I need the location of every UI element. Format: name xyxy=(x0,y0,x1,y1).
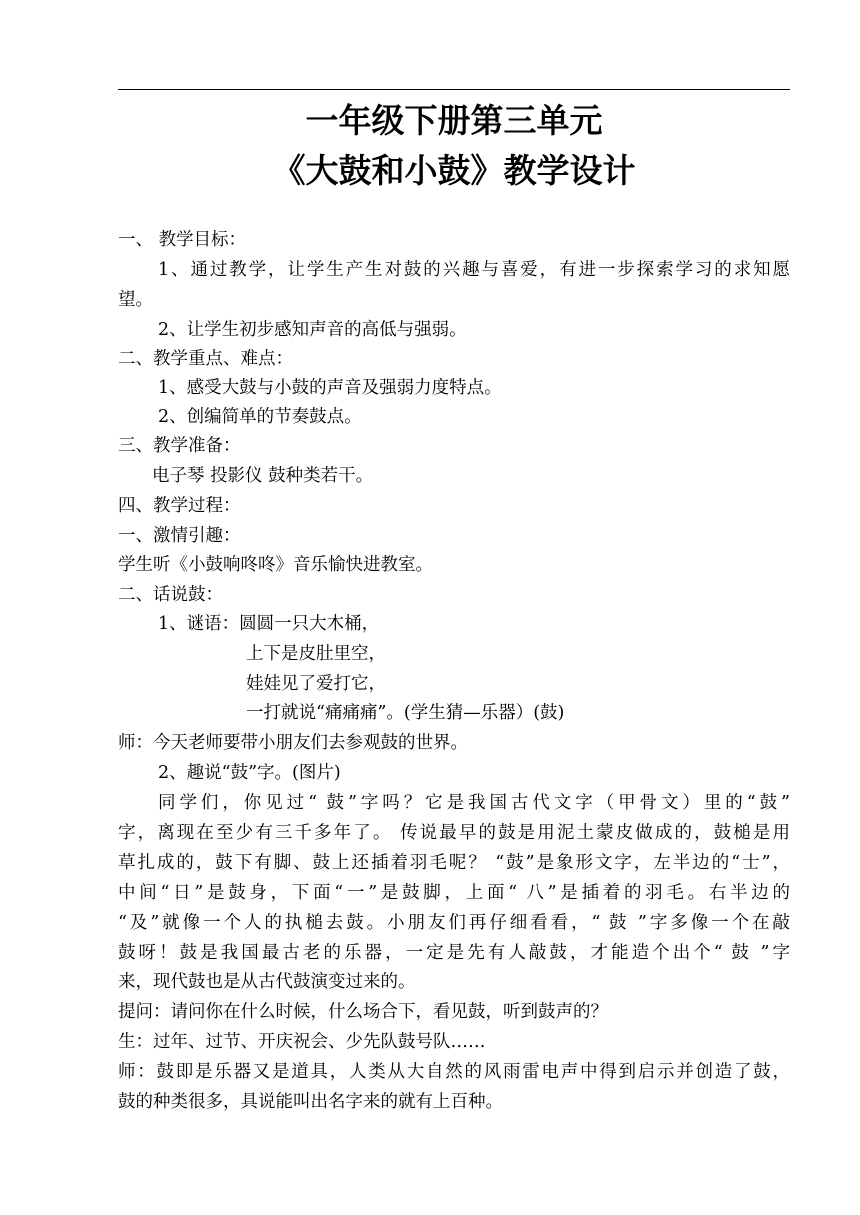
objective-1: 1、通过教学，让学生产生对鼓的兴趣与喜爱，有进一步探索学习的求知愿 xyxy=(158,260,790,280)
subsection-character: 2、趣说“鼓”字。(图片) xyxy=(158,763,341,783)
title-line-2: 《大鼓和小鼓》教学设计 xyxy=(272,151,636,190)
riddle-line-2: 上下是皮肚里空， xyxy=(246,644,386,664)
question-line: 提问：请问你在什么时候，什么场合下，看见鼓，听到鼓声的？ xyxy=(118,1002,608,1022)
intro-text: 学生听《小鼓响咚咚》音乐愉快进教室。 xyxy=(118,555,433,575)
heading-process: 四、教学过程： xyxy=(118,496,241,516)
paragraph-line-4: 中间“日”是鼓身，下面“一”是鼓脚，上面“ 八”是插着的羽毛。右半边的 xyxy=(118,883,790,903)
title-line-1: 一年级下册第三单元 xyxy=(305,101,603,140)
paragraph-line-1: 同学们，你见过“ 鼓”字吗？它是我国古代文字（甲骨文）里的“鼓” xyxy=(158,793,790,813)
paragraph-line-2: 字，离现在至少有三千多年了。 传说最早的鼓是用泥土蒙皮做成的，鼓槌是用 xyxy=(118,823,790,843)
objective-2: 2、让学生初步感知声音的高低与强弱。 xyxy=(158,320,467,340)
teacher-line-1: 师：今天老师要带小朋友们去参观鼓的世界。 xyxy=(118,733,468,753)
paragraph-line-5: “及”就像一个人的执槌去鼓。小朋友们再仔细看看，“ 鼓 ”字多像一个在敲 xyxy=(118,913,790,933)
riddle-line-3: 娃娃见了爱打它， xyxy=(246,674,386,694)
riddle-line-4: 一打就说“痛痛痛”。(学生猜—乐器）(鼓) xyxy=(246,703,565,723)
key-point-2: 2、创编简单的节奏鼓点。 xyxy=(158,407,362,427)
teacher-line-2-cont: 鼓的种类很多，具说能叫出名字来的就有上百种。 xyxy=(118,1092,503,1112)
paragraph-line-3: 草扎成的，鼓下有脚、鼓上还插着羽毛呢？ “鼓”是象形文字，左半边的“士”， xyxy=(118,853,790,873)
objective-1-cont: 望。 xyxy=(118,290,153,310)
section-intro: 一、激情引趣： xyxy=(118,526,241,546)
key-point-1: 1、感受大鼓与小鼓的声音及强弱力度特点。 xyxy=(158,378,502,398)
paragraph-line-6: 鼓呀！鼓是我国最古老的乐器，一定是先有人敲鼓，才能造个出个“ 鼓 ”字 xyxy=(118,943,790,963)
paragraph-line-7: 来，现代鼓也是从古代鼓演变过来的。 xyxy=(118,972,416,992)
teacher-line-2: 师：鼓即是乐器又是道具，人类从大自然的风雨雷电声中得到启示并创造了鼓， xyxy=(118,1062,790,1082)
preparation-items: 电子琴 投影仪 鼓种类若干。 xyxy=(152,466,374,486)
section-drum-talk: 二、话说鼓： xyxy=(118,585,223,605)
heading-preparation: 三、教学准备： xyxy=(118,436,241,456)
header-rule xyxy=(118,89,790,90)
riddle-line-1: 1、谜语：圆圆一只大木桶， xyxy=(158,614,380,634)
student-answer: 生：过年、过节、开庆祝会、少先队鼓号队…… xyxy=(118,1032,486,1052)
heading-key-points: 二、教学重点、难点： xyxy=(118,349,293,369)
heading-objectives: 一、 教学目标： xyxy=(118,230,247,250)
